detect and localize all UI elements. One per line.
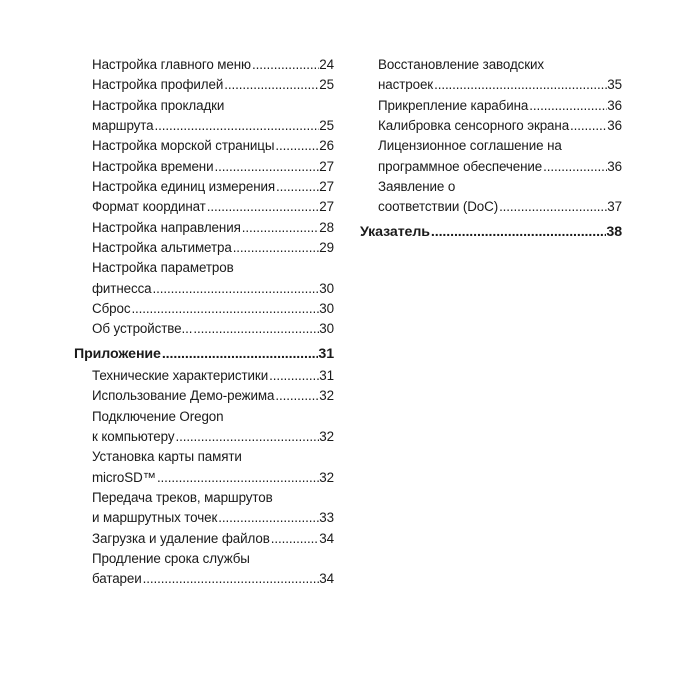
toc-page-number: 27: [319, 158, 334, 174]
toc-entry-title: Настройка профилей: [92, 77, 224, 93]
toc-entry[interactable]: [360, 55, 622, 96]
toc-entry-title: Настройка направления: [92, 219, 241, 235]
toc-entry-leader-line: [92, 508, 334, 528]
toc-entry-title-line: Подключение Oregon: [92, 408, 224, 424]
toc-entry[interactable]: [360, 177, 622, 218]
toc-entry-title: соответствии (DoC): [378, 199, 499, 215]
toc-entry-leader-line: [378, 197, 622, 217]
toc-page-number: 24: [319, 57, 334, 72]
toc-entry-leader-line: [92, 197, 334, 217]
dot-leader: [274, 136, 319, 156]
dot-leader: [542, 157, 607, 177]
dot-leader: [156, 468, 319, 488]
dot-leader: [274, 386, 319, 406]
toc-entry[interactable]: [74, 386, 334, 406]
toc-left-column: [74, 55, 334, 590]
dot-leader: [152, 279, 320, 299]
toc-entry[interactable]: [74, 157, 334, 177]
toc-entry[interactable]: [74, 238, 334, 258]
toc-entry[interactable]: [74, 197, 334, 217]
toc-right-column: [360, 55, 622, 244]
toc-entry-leader-line: [92, 569, 334, 589]
toc-entry-title-line: Передача треков, маршрутов: [92, 489, 273, 505]
toc-entry-title: Прикрепление карабина: [378, 97, 529, 113]
toc-entry-leader-line: [92, 177, 334, 197]
toc-entry[interactable]: [74, 218, 334, 238]
toc-page-number: 27: [319, 199, 334, 215]
toc-entry-title: и маршрутных точек: [92, 510, 218, 526]
toc-entry-title: батареи: [92, 571, 142, 587]
toc-entry-title: фитнесса: [92, 280, 152, 296]
toc-entry-title: Сброс: [92, 301, 131, 317]
toc-page-number: 27: [319, 179, 334, 195]
toc-page-number: 34: [319, 571, 334, 587]
toc-entry-title: Об устройстве...: [92, 321, 193, 337]
dot-leader: [223, 75, 319, 95]
toc-section-heading[interactable]: [74, 343, 334, 365]
toc-entry-leader-line: [378, 96, 622, 116]
toc-entry-title: Указатель: [360, 223, 430, 240]
toc-entry-title-line: Заявление о: [378, 179, 456, 195]
toc-page-number: 32: [319, 469, 334, 485]
toc-page-number: 34: [319, 530, 334, 546]
toc-entry[interactable]: [74, 488, 334, 529]
toc-entry-title: настроек: [378, 77, 434, 93]
toc-page-number: 29: [319, 240, 334, 256]
toc-page-number: 25: [319, 118, 334, 134]
toc-entry-leader-line: [92, 279, 334, 299]
toc-entry[interactable]: [74, 136, 334, 156]
toc-entry-title: Настройка единиц измерения: [92, 179, 276, 195]
toc-page-number: 30: [319, 321, 334, 337]
toc-entry[interactable]: [74, 549, 334, 590]
dot-leader: [430, 221, 607, 243]
dot-leader: [161, 343, 319, 365]
toc-section-heading[interactable]: [360, 221, 622, 243]
toc-entry-leader-line: [92, 386, 334, 406]
toc-entry-leader-line: [92, 136, 334, 156]
toc-entry-title: microSD™: [92, 469, 156, 485]
toc-entry[interactable]: [360, 96, 622, 116]
toc-entry-title: Настройка альтиметра: [92, 240, 232, 256]
toc-entry[interactable]: [360, 116, 622, 136]
toc-entry-title: Загрузка и удаление файлов: [92, 530, 270, 546]
toc-entry-leader-line: [92, 75, 334, 95]
toc-entry-leader-line: [92, 218, 334, 238]
dot-leader: [174, 427, 319, 447]
dot-leader: [153, 116, 319, 136]
toc-entry[interactable]: [74, 177, 334, 197]
toc-entry-title: Настройка времени: [92, 158, 214, 174]
dot-leader: [528, 96, 607, 116]
toc-page-number: 30: [319, 301, 334, 317]
dot-leader: [433, 75, 607, 95]
toc-entry-leader-line: [92, 238, 334, 258]
toc-entry-leader-line: [360, 221, 622, 243]
toc-entry-leader-line: [92, 116, 334, 136]
dot-leader: [217, 508, 319, 528]
toc-page-number: 26: [319, 138, 334, 154]
dot-leader: [270, 529, 320, 549]
toc-entry-leader-line: [92, 55, 334, 75]
toc-page-number: 30: [319, 280, 334, 296]
toc-entry-leader-line: [92, 157, 334, 177]
toc-page-number: 33: [319, 510, 334, 526]
dot-leader: [142, 569, 320, 589]
dot-leader: [268, 366, 319, 386]
toc-entry[interactable]: [74, 75, 334, 95]
toc-entry-title: программное обеспечение: [378, 158, 543, 174]
dot-leader: [213, 157, 319, 177]
toc-entry-title: Настройка морской страницы: [92, 138, 275, 154]
toc-entry[interactable]: [74, 366, 334, 386]
toc-page-number: 36: [607, 97, 622, 113]
toc-entry[interactable]: [74, 407, 334, 448]
toc-entry-leader-line: [92, 529, 334, 549]
toc-page-number: 32: [319, 388, 334, 404]
toc-entry[interactable]: [74, 258, 334, 299]
toc-entry-leader-line: [92, 427, 334, 447]
toc-entry-leader-line: [92, 319, 334, 339]
toc-entry-title: Технические характеристики: [92, 367, 269, 383]
toc-entry[interactable]: [360, 136, 622, 177]
dot-leader: [241, 218, 320, 238]
toc-entry-title: Использование Демо-режима: [92, 388, 275, 404]
toc-entry-leader-line: [92, 366, 334, 386]
toc-entry-title: к компьютеру: [92, 428, 175, 444]
dot-leader: [192, 319, 319, 339]
toc-entry-title-line: Установка карты памяти: [92, 449, 242, 465]
toc-page-number: 36: [607, 158, 622, 174]
toc-entry-leader-line: [92, 468, 334, 488]
toc-entry-title-line: Восстановление заводских: [378, 57, 544, 72]
toc-page-number: 28: [319, 219, 334, 235]
toc-entry[interactable]: [74, 96, 334, 137]
toc-page-number: 36: [607, 118, 622, 134]
toc-entry[interactable]: [74, 319, 334, 339]
toc-page-number: 38: [606, 223, 622, 240]
toc-entry[interactable]: [74, 55, 334, 75]
toc-entry[interactable]: [74, 299, 334, 319]
toc-entry-title-line: Лицензионное соглашение на: [378, 138, 562, 154]
dot-leader: [130, 299, 319, 319]
dot-leader: [232, 238, 320, 258]
toc-entry-title: Формат координат: [92, 199, 206, 215]
toc-entry-leader-line: [74, 343, 334, 365]
toc-entry-title-line: Настройка прокладки: [92, 97, 225, 113]
toc-entry[interactable]: [74, 447, 334, 488]
toc-entry-title: Настройка главного меню: [92, 57, 251, 72]
toc-page-number: 31: [318, 345, 334, 362]
toc-entry-title-line: Продление срока службы: [92, 550, 250, 566]
toc-page-number: 37: [607, 199, 622, 215]
toc-entry-title-line: Настройка параметров: [92, 260, 234, 276]
dot-leader: [498, 197, 607, 217]
dot-leader: [275, 177, 319, 197]
toc-page-number: 31: [319, 367, 334, 383]
toc-page-number: 35: [607, 77, 622, 93]
toc-entry-leader-line: [378, 75, 622, 95]
toc-entry-leader-line: [92, 299, 334, 319]
dot-leader: [569, 116, 607, 136]
toc-entry-leader-line: [378, 116, 622, 136]
toc-entry[interactable]: [74, 529, 334, 549]
toc-page-number: 32: [319, 428, 334, 444]
toc-entry-title: Калибровка сенсорного экрана: [378, 118, 570, 134]
toc-entry-title: Приложение: [74, 345, 161, 362]
toc-entry-title: маршрута: [92, 118, 154, 134]
toc-entry-leader-line: [378, 157, 622, 177]
dot-leader: [206, 197, 320, 217]
toc-page-number: 25: [319, 77, 334, 93]
dot-leader: [251, 55, 319, 75]
